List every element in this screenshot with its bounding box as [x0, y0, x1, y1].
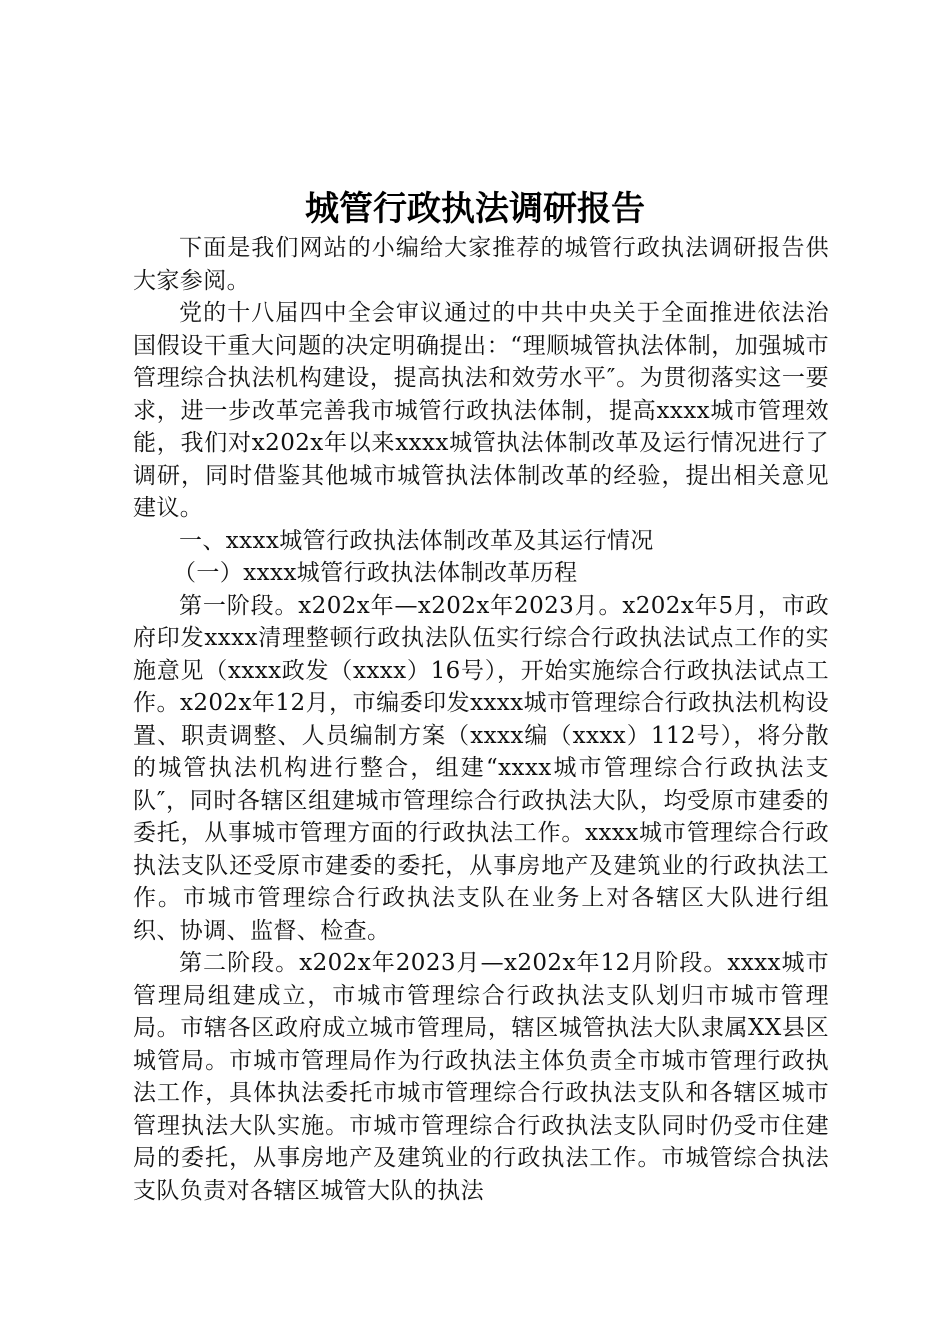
- stage-one-paragraph: 第一阶段。x202x年—x202x年2023月。x202x年5月，市政府印发xxxx清理整顿行政执法队伍实行综合行政执法试点工作的实施意见（xxxx政发（xxxx）16号），开始实施综合行政执法试点工作。x202x年12月，市编委印发xxxx城市管理综合行政执法机构设置、职责调整、人员编制方案（xxxx编（xxxx）112号），将分散的城管执法机构进行整合，组建“xxxx城市管理综合行政执法支队″，同时各辖区组建城市管理综合行政执法大队，均受原市建委的委托，从事城市管理方面的行政执法工作。xxxx城市管理综合行政执法支队还受原市建委的委托，从事房地产及建筑业的行政执法工作。市城市管理综合行政执法支队在业务上对各辖区大队进行组织、协调、监督、检查。: [133, 592, 829, 944]
- intro-paragraph: 下面是我们网站的小编给大家推荐的城管行政执法调研报告供大家参阅。: [133, 235, 829, 294]
- background-paragraph: 党的十八届四中全会审议通过的中共中央关于全面推进依法治国假设干重大问题的决定明确提出：“理顺城管执法体制，加强城市管理综合执法机构建设，提高执法和效劳水平″。为贯彻落实这一要求，进一步改革完善我市城管行政执法体制，提高xxxx城市管理效能，我们对x202x年以来xxxx城管执法体制改革及运行情况进行了调研，同时借鉴其他城市城管执法体制改革的经验，提出相关意见建议。: [133, 300, 829, 521]
- subsection-heading: （一）xxxx城管行政执法体制改革历程: [173, 560, 578, 586]
- document-body: [133, 232, 829, 1207]
- stage-two-paragraph: 第二阶段。x202x年2023月—x202x年12月阶段。xxxx城市管理局组建成立，市城市管理综合行政执法支队划归市城市管理局。市辖各区政府成立城市管理局，辖区城管执法大队隶属XX县区城管局。市城市管理局作为行政执法主体负责全市城市管理行政执法工作，具体执法委托市城市管理综合行政执法支队和各辖区城市管理执法大队实施。市城市管理综合行政执法支队同时仍受市住建局的委托，从事房地产及建筑业的行政执法工作。市城管综合执法支队负责对各辖区城管大队的执法: [133, 950, 829, 1204]
- document-title: 城管行政执法调研报告: [305, 189, 645, 229]
- section-heading: 一、xxxx城管行政执法体制改革及其运行情况: [179, 527, 654, 554]
